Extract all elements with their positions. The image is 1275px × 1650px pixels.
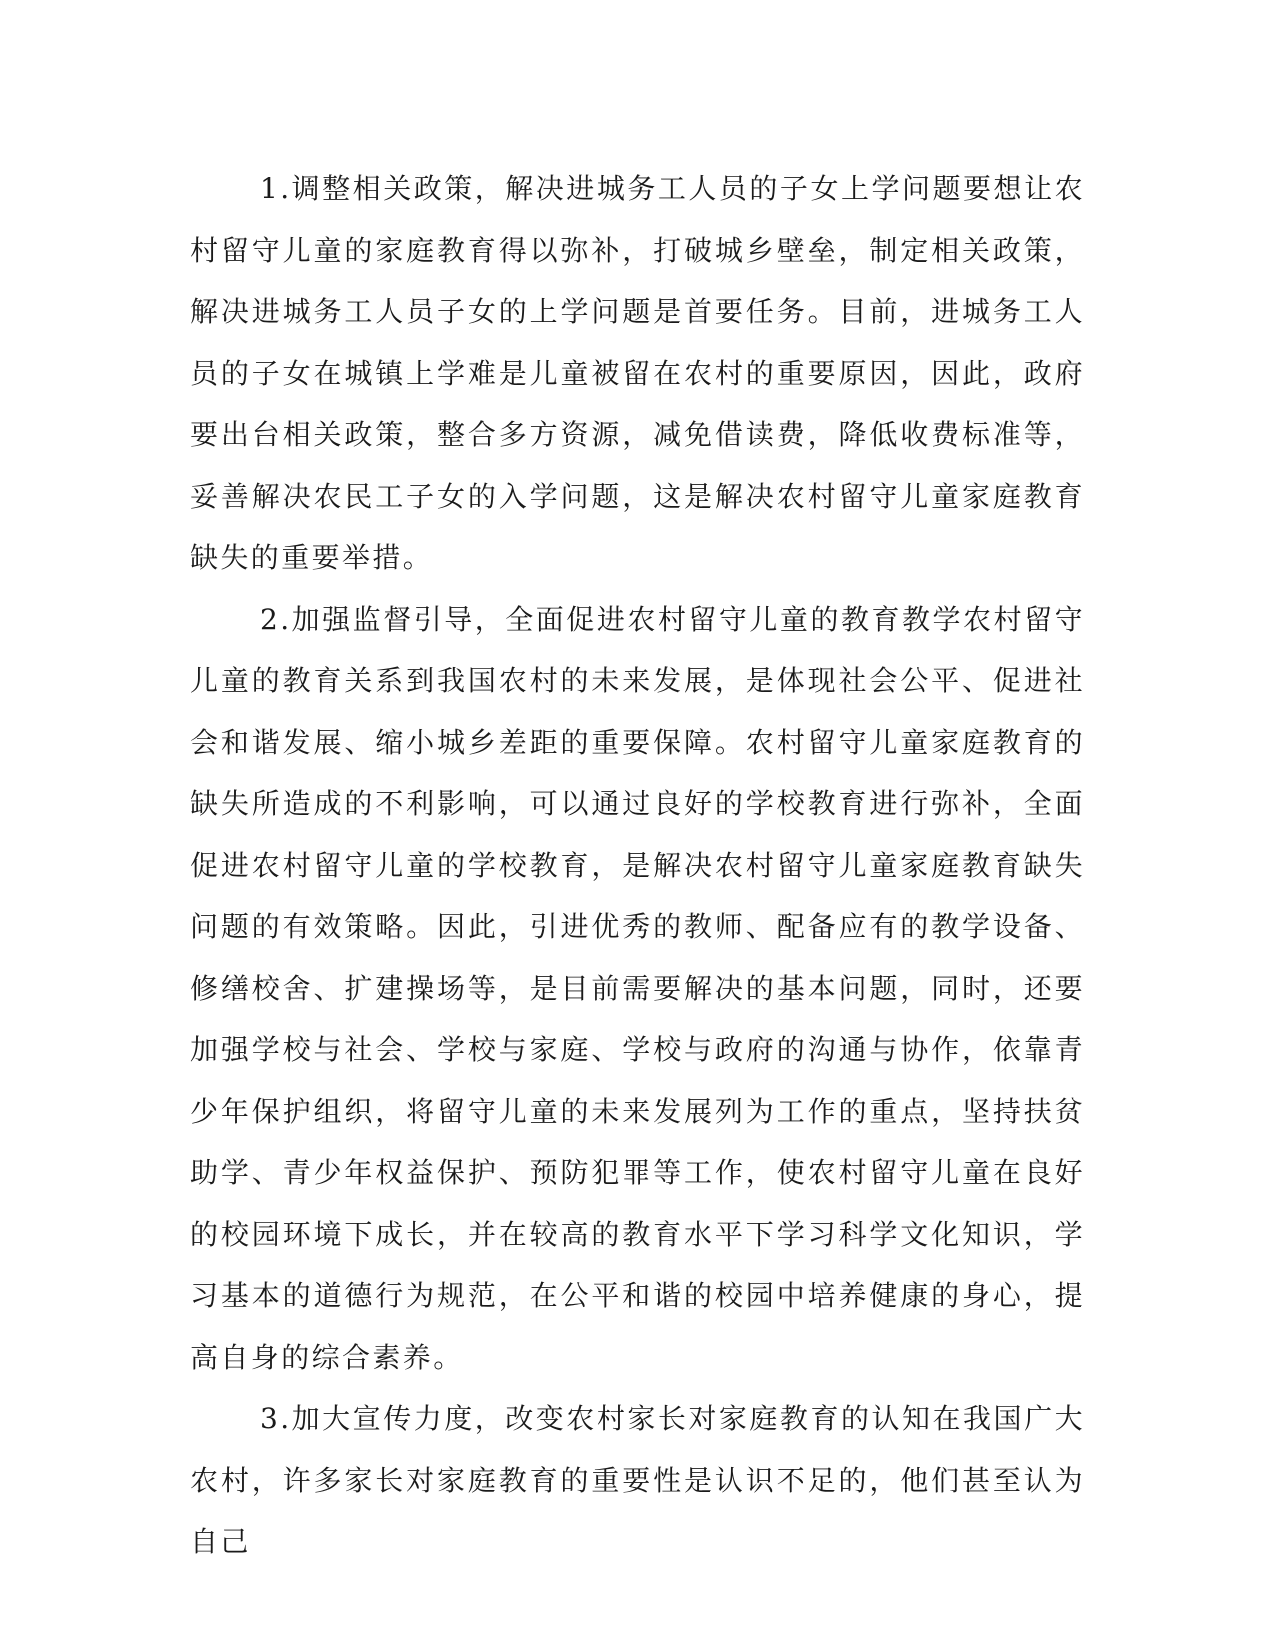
paragraph-publicity: 3.加大宣传力度，改变农村家长对家庭教育的认知在我国广大农村，许多家长对家庭教育的重要性是认识不足的，他们甚至认为自己 bbox=[190, 1402, 1085, 1558]
paragraph-policy: 1.调整相关政策，解决进城务工人员的子女上学问题要想让农村留守儿童的家庭教育得以弥补，打破城乡壁垒，制定相关政策，解决进城务工人员子女的上学问题是首要任务。目前，进城务工人员的子女在城镇上学难是儿童被留在农村的重要原因，因此，政府要出台相关政策，整合多方资源，减免借读费，降低收费标准等，妥善解决农民工子女的入学问题，这是解决农村留守儿童家庭教育缺失的重要举措。 bbox=[190, 172, 1085, 574]
paragraph-supervision: 2.加强监督引导，全面促进农村留守儿童的教育教学农村留守儿童的教育关系到我国农村的未来发展，是体现社会公平、促进社会和谐发展、缩小城乡差距的重要保障。农村留守儿童家庭教育的缺失所造成的不利影响，可以通过良好的学校教育进行弥补，全面促进农村留守儿童的学校教育，是解决农村留守儿童家庭教育缺失问题的有效策略。因此，引进优秀的教师、配备应有的教学设备、修缮校舍、扩建操场等，是目前需要解决的基本问题，同时，还要加强学校与社会、学校与家庭、学校与政府的沟通与协作，依靠青少年保护组织，将留守儿童的未来发展列为工作的重点，坚持扶贫助学、青少年权益保护、预防犯罪等工作，使农村留守儿童在良好的校园环境下成长，并在较高的教育水平下学习科学文化知识，学习基本的道德行为规范，在公平和谐的校园中培养健康的身心，提高自身的综合素养。 bbox=[190, 602, 1085, 1374]
document-body bbox=[190, 158, 1085, 1573]
